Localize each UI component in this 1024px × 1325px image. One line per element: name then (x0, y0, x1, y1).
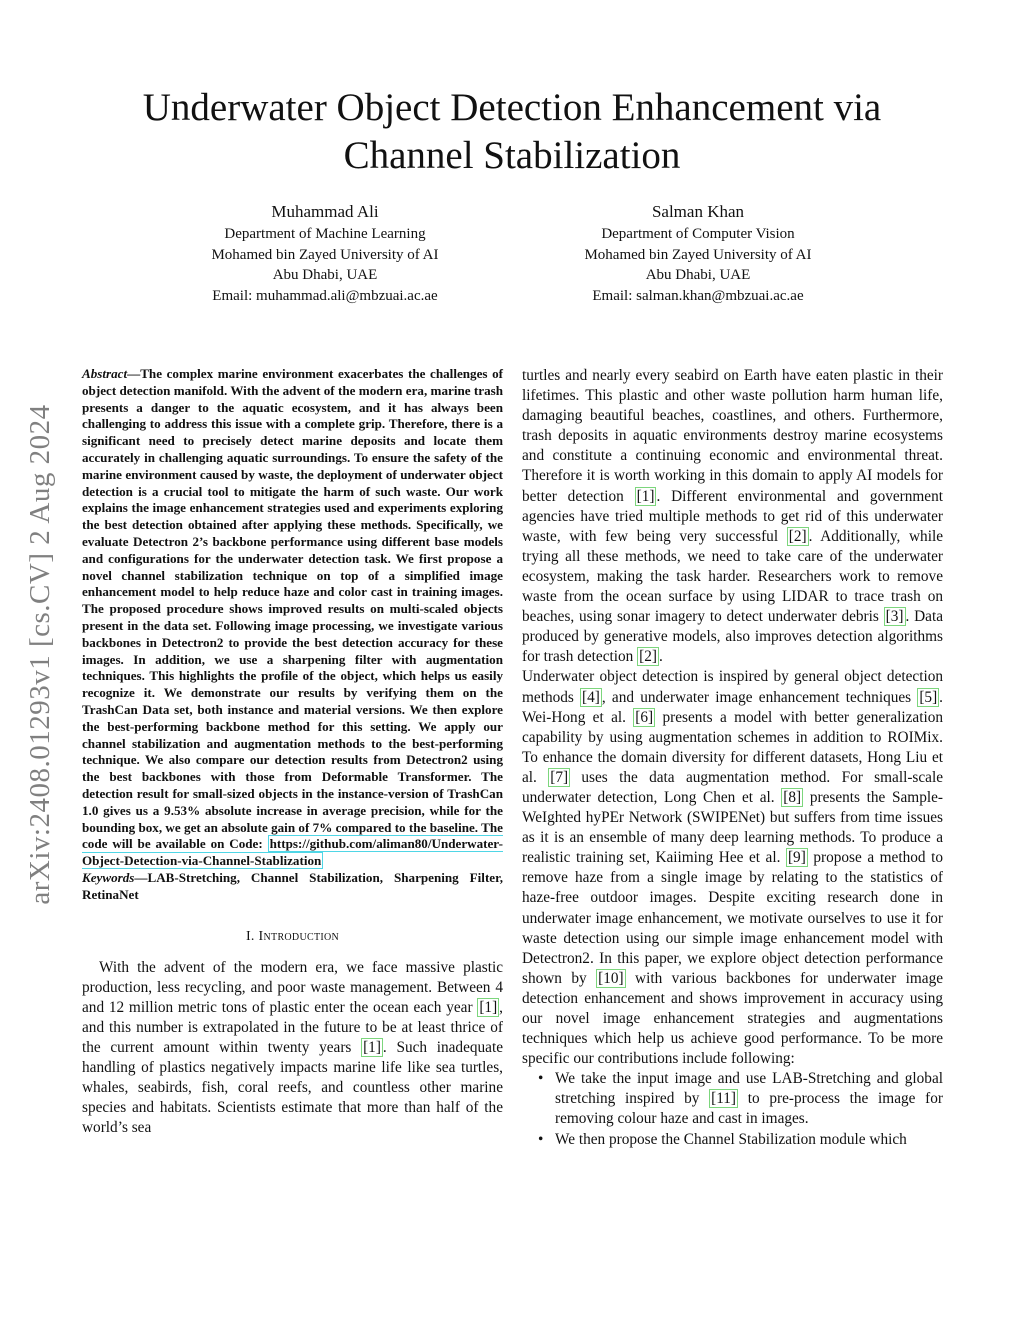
citation-link[interactable]: [7] (550, 768, 569, 786)
citation-link[interactable]: [1] (479, 998, 498, 1016)
citation-link[interactable]: [2] (639, 648, 657, 666)
body-text: . Additionally, while trying all these methods, we need to take care of the underwater ecosystem, making the task harder. Researchers work to remove waste from the ocean surface by using LIDAR to trace trash on beaches, using sonar imagery to detect underwater debris (522, 527, 943, 626)
citation-link[interactable]: [8] (783, 788, 802, 806)
keywords (82, 870, 503, 904)
body-text: . Wei-Hong et al. (522, 688, 943, 726)
section-heading (82, 928, 503, 946)
citation-link[interactable]: [11] (711, 1090, 737, 1108)
intro-paragraph-1-continued (522, 366, 943, 667)
body-text: presents the Sample-WeIghted hyPEr Network (SWIPENet) but suffers from time issues as it is an ensemble of many deep learning methods. To produce a realistic training set, Kaiiming Hee et al. (522, 788, 943, 867)
intro-paragraph-1 (82, 958, 503, 1139)
code-link[interactable]: https://github.com/aliman80/Underwater-Object-Detection-via-Channel-Stablization (82, 836, 503, 869)
citation-link[interactable]: [3] (885, 608, 904, 626)
body-text: Underwater object detection is inspired by general object detection methods (522, 668, 943, 706)
citation-link[interactable]: [4] (582, 688, 600, 706)
body-text: With the advent of the modern era, we face massive plastic production, less recycling, and poor waste management. Between 4 and 12 million metric tons of plastic enter the ocean each year (82, 958, 503, 1016)
citation-link[interactable]: [10] (598, 969, 624, 987)
body-text: . Different environmental and government agencies have tried multiple methods to get rid of this underwater waste, with few being very successful (522, 487, 943, 545)
citation-link[interactable]: [9] (787, 849, 806, 867)
author-location: Abu Dhabi, UAE (272, 267, 378, 283)
author-institution: Mohamed bin Zayed University of AI (584, 246, 812, 263)
contributions-list (522, 1069, 943, 1149)
body-text: turtles and nearly every seabird on Earth have eaten plastic in their lifetimes. This plastic and other waste pollution harm human life, damaging beautiful beaches, coastlines, and others. Furthermore, trash deposits in aquatic environments destroy marine ecosystems and constitute a continuing economic and environmental threat. Therefore it is worth working in this domain to apply AI models for better detection (522, 367, 943, 505)
author-block-1 (160, 200, 490, 306)
body-text: . Data produced by generative models, also improves detection algorithms for trash detection (522, 608, 944, 666)
body-text: presents a model with better generalization capability by using augmentation schemes in addition to ROIMix. To enhance the domain diversity for different datasets, Hong Liu et al. (522, 708, 943, 786)
right-column (522, 366, 943, 1150)
list-item (555, 1130, 943, 1150)
abstract-text: The complex marine environment exacerbates the challenges of object detection manifold. With the advent of the modern era, marine trash presents a danger to the aquatic ecosystem, and it has always been challenging to address this issue with a complete grip. Therefore, there is a significant need to precisely detect marine deposits and locate them accurately in challenging aquatic surroundings. To ensure the safety of the marine environment caused by waste, the deployment of underwater object detection is a crucial tool to mitigate the harm of such waste. Our work explains the image enhancement strategies used and experiments exploring the best detection obtained after applying these methods. Specifically, we evaluate Detectron 2’s backbone performance using different base models and configurations for the underwater detection task. We first propose a novel channel stabilization technique on top of a simplified image enhancement model to help reduce haze and color cast in training images. The proposed procedure shows improved results on multi-scaled objects present in the data set. Following image processing, we investigate various backbones in Detectron2 to provide the best detection accuracy for these images. In addition, we use a sharpening filter with augmentation techniques. This highlights the profile of the object, which helps us easily recognize it. We demonstrate our results by verifying them on the TrashCan Data set, both instance and material versions. We then explore the best-performing backbone method for this setting. We apply our channel stabilization and augmentation methods to the best-performing technique. We also compare our detection results from Detectron2 using the best backbones with those from Deformable Transformer. The detection result for small-sized objects in the instance-version of TrashCan 1.0 gives us a 9.53% absolute increase in average precision, while for the bounding box, we get an absolute gain of 7% compared to the baseline. The code will be available on Code: (82, 366, 503, 852)
section-title: Introduction (258, 928, 340, 944)
citation-link[interactable]: [2] (788, 527, 807, 545)
arxiv-identifier-text: arXiv:2408.01293v1 [cs.CV] 2 Aug 2024 (24, 404, 56, 905)
abstract-label: Abstract (82, 366, 128, 381)
list-item (555, 1069, 943, 1129)
author-email: Email: muhammad.ali@mbzuai.ac.ae (212, 287, 438, 304)
abstract-dash: — (127, 366, 141, 381)
body-text: We take the input image and use LAB-Stretching and global stretching inspired by (555, 1070, 943, 1108)
paper-title: Underwater Object Detection Enhancement via Channel Stabilization (142, 86, 882, 177)
author-name: Muhammad Ali (271, 202, 379, 221)
citation-link[interactable]: [5] (919, 688, 938, 706)
body-text: , and underwater image enhancement techniques (601, 688, 918, 706)
section-number: I. (245, 928, 255, 944)
abstract (82, 366, 503, 870)
body-text: . (658, 648, 663, 666)
author-location: Abu Dhabi, UAE (645, 267, 751, 283)
author-email: Email: salman.khan@mbzuai.ac.ae (592, 287, 804, 304)
author-department: Department of Machine Learning (224, 226, 426, 242)
body-text: We then propose the Channel Stabilization module which (555, 1130, 907, 1148)
author-name: Salman Khan (651, 202, 745, 221)
author-department: Department of Computer Vision (601, 226, 795, 242)
citation-link[interactable]: [6] (635, 708, 654, 726)
author-block-2 (533, 200, 863, 306)
citation-link[interactable]: [1] (363, 1038, 381, 1056)
body-text: , and this number is extrapolated in the future to be at least thrice of the current amount within twenty years (82, 998, 503, 1056)
author-institution: Mohamed bin Zayed University of AI (211, 246, 439, 263)
body-text: uses the data augmentation method. For small-scale underwater detection, Long Chen et al. (522, 768, 943, 806)
arxiv-identifier (16, 352, 64, 957)
body-text: with various backbones for underwater image detection enhancement and shows improvement in accuracy using our novel image enhancement strategies and augmentations techniques which help us achieve good performance. To be more specific our contributions include following: (522, 969, 944, 1068)
citation-link[interactable]: [1] (636, 487, 655, 505)
intro-paragraph-2 (522, 667, 943, 1069)
keywords-label: Keywords (82, 869, 135, 885)
left-column (82, 366, 503, 1138)
body-text: to pre-process the image for removing colour haze and cast in images. (555, 1090, 944, 1128)
body-text: propose a method to remove haze from a single image by relating to the statistics of haze-free outdoor images. Despite exciting research done in underwater image enhancement, we motivate ourselves to use it for waste detection using our simple image enhancement model with Detectron2. In this paper, we explore object detection performance shown by (522, 849, 943, 987)
body-text: . Such inadequate handling of plastics negatively impacts marine life like sea turtles, whales, seabirds, fish, coral reefs, and countless other marine species and habitats. Scientists estimate that more than half of the world’s sea (82, 1038, 503, 1137)
keywords-dash: — (134, 869, 148, 885)
keywords-text: LAB-Stretching, Channel Stabilization, Sharpening Filter, RetinaNet (82, 869, 503, 902)
